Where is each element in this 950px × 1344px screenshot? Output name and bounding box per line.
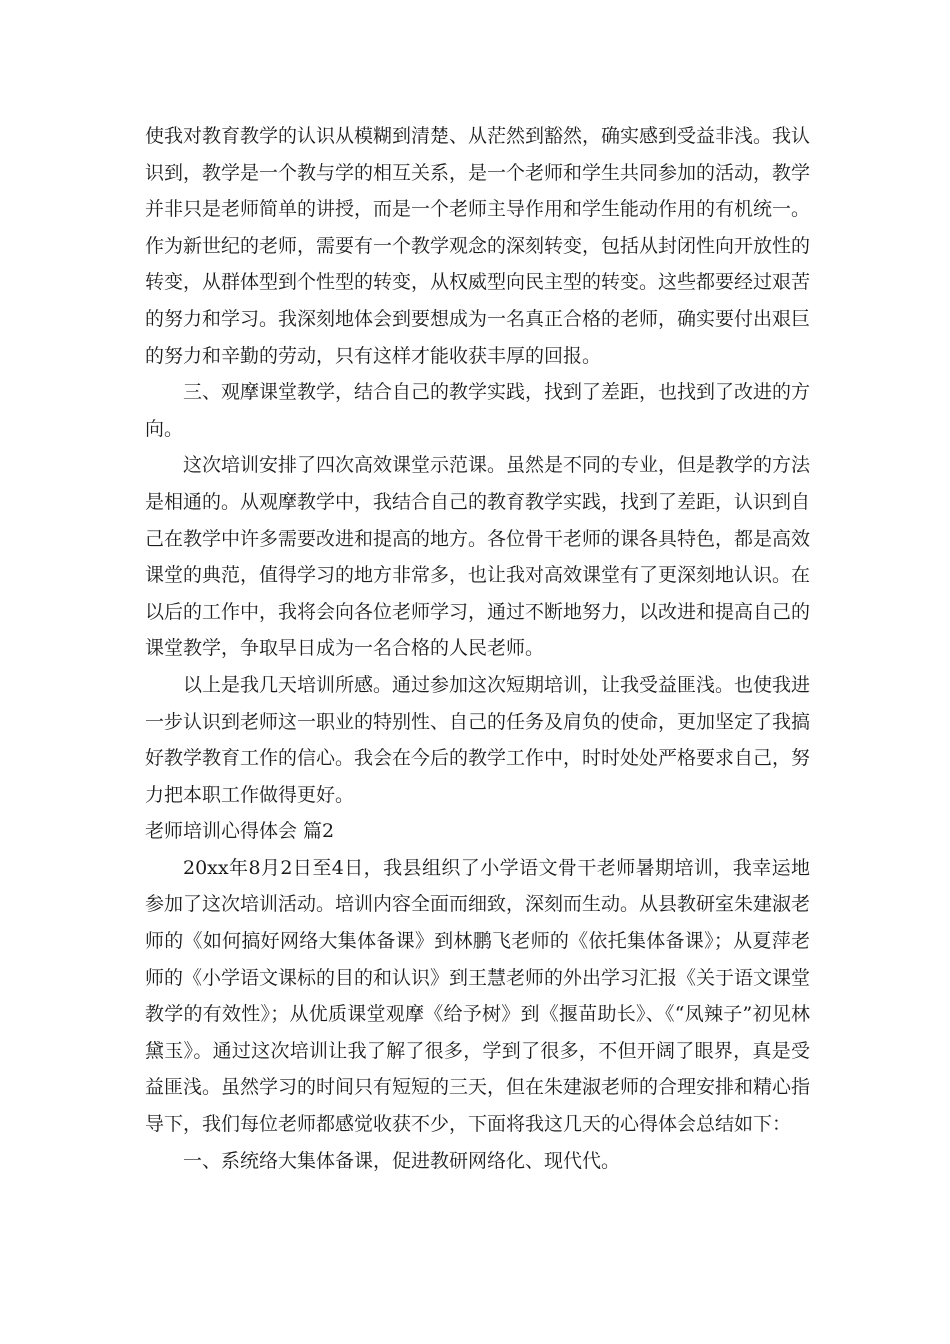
paragraph-intro-part-2: 20xx年8月2日至4日，我县组织了小学语文骨干老师暑期培训，我幸运地参加了这次培训活动。培训内容全面而细致，深刻而生动。从县教研室朱建淑老师的《如何搞好网络大集体备课》到林鹏飞老师的《依托集体备课》；从夏萍老师的《小学语文课标的目的和认识》到王慧老师的外出学习汇报《关于语文课堂教学的有效性》；从优质课堂观摩《给予树》到《揠苗助长》、《“凤辣子”初见林黛玉》。通过这次培训让我了解了很多，学到了很多，不但开阔了眼界，真是受益匪浅。虽然学习的时间只有短短的三天，但在朱建淑老师的合理安排和精心指导下，我们每位老师都感觉收获不少，下面将我这几天的心得体会总结如下： [145,856,811,1136]
paragraph-observation: 这次培训安排了四次高效课堂示范课。虽然是不同的专业，但是教学的方法是相通的。从观摩教学中，我结合自己的教育教学实践，找到了差距，认识到自己在教学中许多需要改进和提高的地方。各位骨干老师的课各具特色，都是高效课堂的典范，值得学习的地方非常多，也让我对高效课堂有了更深刻地认识。在以后的工作中，我将会向各位老师学习，通过不断地努力，以改进和提高自己的课堂教学，争取早日成为一名合格的人民老师。 [145,454,811,660]
document-body [145,118,810,1179]
paragraph-continuation: 使我对教育教学的认识从模糊到清楚、从茫然到豁然，确实感到受益非浅。我认识到，教学是一个教与学的相互关系，是一个老师和学生共同参加的活动，教学并非只是老师简单的讲授，而是一个老师主导作用和学生能动作用的有机统一。作为新世纪的老师，需要有一个教学观念的深刻转变，包括从封闭性向开放性的转变，从群体型到个性型的转变，从权威型向民主型的转变。这些都要经过艰苦的努力和学习。我深刻地体会到要想成为一名真正合格的老师，确实要付出艰巨的努力和辛勤的劳动，只有这样才能收获丰厚的回报。 [145,125,811,367]
section-heading-three: 三、观摩课堂教学，结合自己的教学实践，找到了差距，也找到了改进的方向。 [145,381,811,440]
article-title-part-2: 老师培训心得体会 篇2 [145,820,335,843]
paragraph-summary: 以上是我几天培训所感。通过参加这次短期培训，让我受益匪浅。也使我进一步认识到老师这一职业的特别性、自己的任务及肩负的使命，更加坚定了我搞好教学教育工作的信心。我会在今后的教学工作中，时时处处严格要求自己，努力把本职工作做得更好。 [145,673,811,806]
section-heading-one: 一、系统络大集体备课，促进教研网络化、现代代。 [183,1149,621,1172]
